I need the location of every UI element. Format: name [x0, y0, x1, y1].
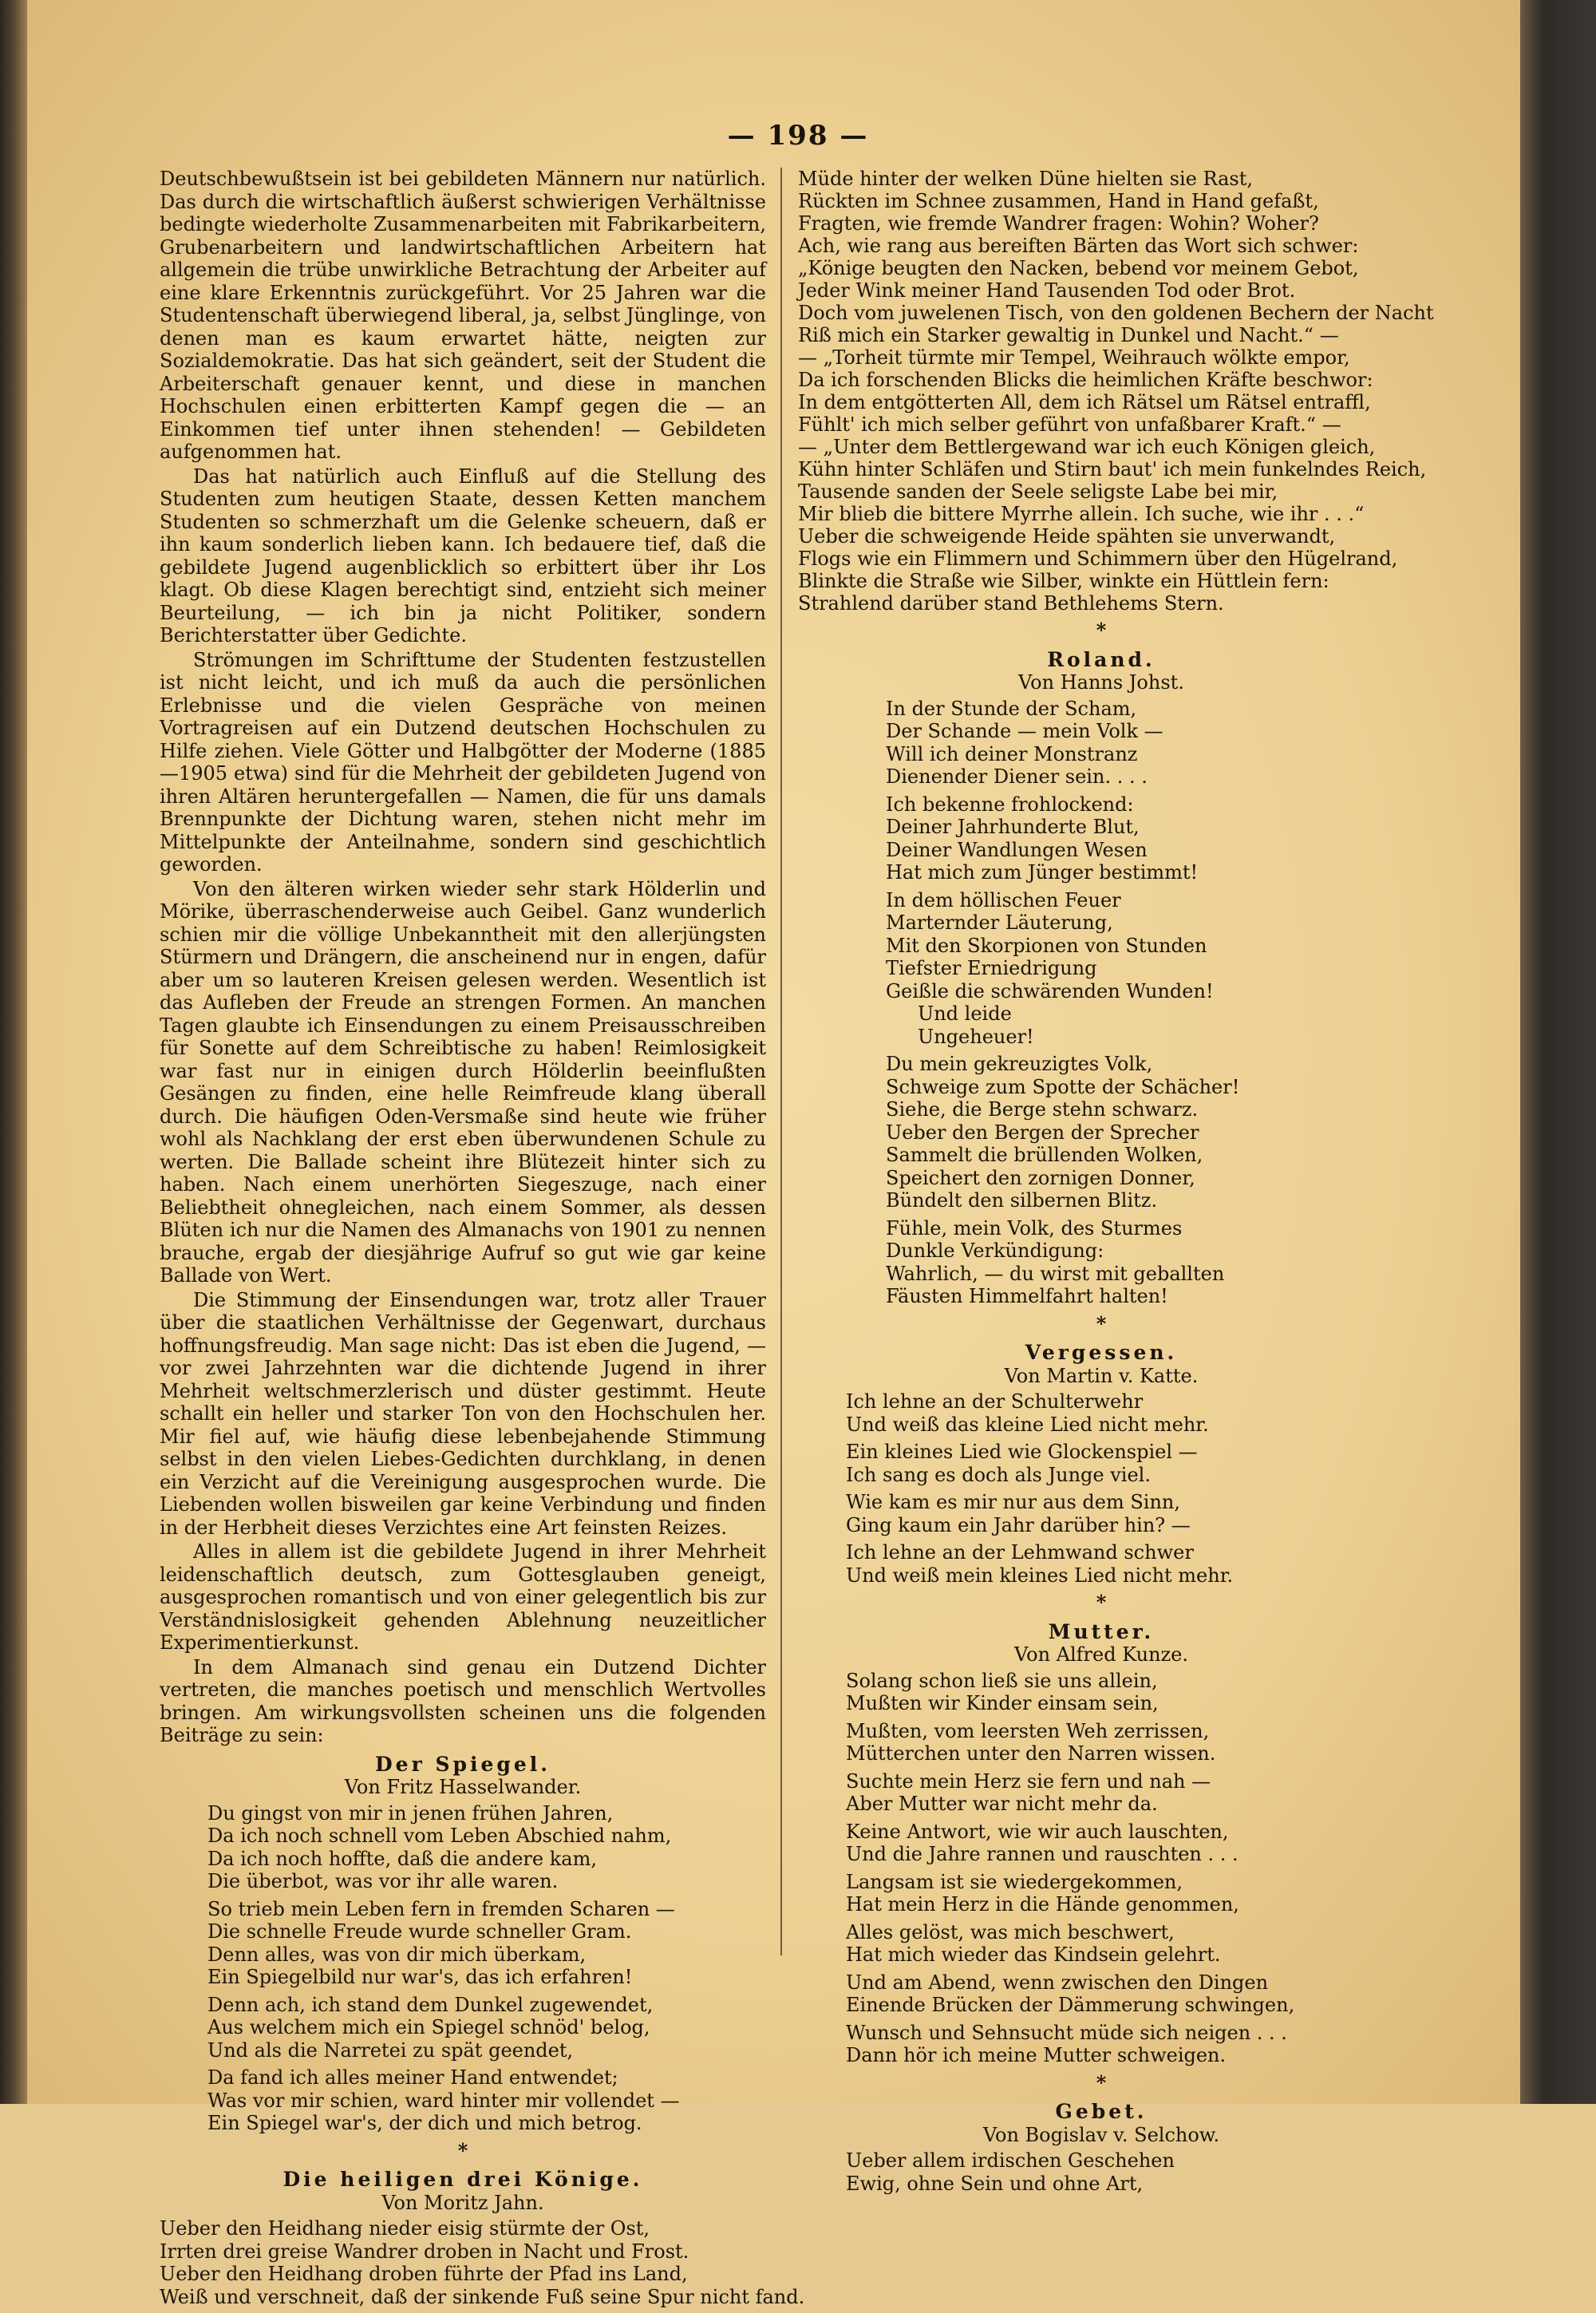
poem-spiegel — [160, 1754, 766, 2135]
poem-line: Solang schon ließ sie uns allein, — [846, 1669, 1158, 1692]
poem-line: Ich bekenne frohlockend: — [886, 793, 1134, 816]
left-column — [160, 168, 805, 2313]
poem-line: Speichert den zornigen Donner, — [886, 1166, 1195, 1189]
poem-line: Suchte mein Herz sie fern und nah — — [846, 1769, 1211, 1793]
poem-line: Mit den Skorpionen von Stunden — [886, 934, 1207, 957]
poem-title: Gebet. — [1055, 2100, 1148, 2123]
book-edge — [0, 0, 27, 2104]
poem-line: Will ich deiner Monstranz — [886, 742, 1138, 765]
poem-mutter — [798, 1621, 1404, 2067]
poem-line: In dem höllischen Feuer — [886, 888, 1121, 911]
poem-line: Ach, wie rang aus bereiften Bärten das Wort sich schwer: — [798, 235, 1359, 257]
poem-line: Und als die Narretei zu spät geendet, — [207, 2038, 574, 2062]
poem-title: Die heiligen drei Könige. — [282, 2168, 643, 2191]
poem-line: Hat mein Herz in die Hände genommen, — [846, 1893, 1239, 1916]
paragraph: In dem Almanach sind genau ein Dutzend Dichter vertreten, die manches poetisch und menschlich Wertvolles bringen. Am wirkungsvollsten scheinen uns die folgenden Beiträge zu sein: — [160, 1655, 766, 1746]
poem-line: Mir blieb die bittere Myrrhe allein. Ich suche, wie ihr . . .“ — [798, 503, 1365, 525]
poem-line: Ich lehne an der Schulterwehr — [846, 1390, 1144, 1413]
poem-gebet — [798, 2101, 1404, 2195]
poem-line: Keine Antwort, wie wir auch lauschten, — [846, 1820, 1229, 1843]
poem-line: Ich sang es doch als Junge viel. — [846, 1463, 1151, 1486]
poem-title: Vergessen. — [1025, 1341, 1178, 1364]
poem-line: Wunsch und Sehnsucht müde sich neigen . . . — [846, 2021, 1287, 2044]
poem-line: Müde hinter der welken Düne hielten sie Rast, — [798, 168, 1253, 190]
poem-line: Dann hör ich meine Mutter schweigen. — [846, 2044, 1227, 2066]
poem-line: Deiner Wandlungen Wesen — [886, 838, 1148, 861]
separator-asterisk: * — [1096, 2070, 1107, 2094]
poem-line: Kühn hinter Schläfen und Stirn baut' ich mein funkelndes Reich, — [798, 458, 1427, 480]
poem-line: Dunkle Verkündigung: — [886, 1240, 1104, 1262]
poem-line: Da ich noch hoffte, daß die andere kam, — [207, 1847, 597, 1870]
poem-line: Fragten, wie fremde Wandrer fragen: Wohin? Woher? — [798, 212, 1319, 235]
poem-author: Von Alfred Kunze. — [1013, 1643, 1188, 1666]
poem-line: Mütterchen unter den Narren wissen. — [846, 1742, 1216, 1765]
poem-line: Flogs wie ein Flimmern und Schimmern über den Hügelrand, — [798, 548, 1398, 570]
poem-line: Fühle, mein Volk, des Sturmes — [886, 1216, 1183, 1240]
poem-line: Siehe, die Berge stehn schwarz. — [886, 1098, 1199, 1121]
poem-line: Blinkte die Straße wie Silber, winkte ein Hüttlein fern: — [798, 570, 1329, 592]
poem-koenige — [160, 2168, 805, 2308]
separator-asterisk: * — [1096, 619, 1107, 642]
poem-line: Deiner Jahrhunderte Blut, — [886, 816, 1140, 838]
poem-line: Dienender Diener sein. . . . — [886, 765, 1148, 788]
page-number: — 198 — — [727, 120, 869, 152]
poem-line: Irrten drei greise Wandrer droben in Nacht und Frost. — [160, 2240, 689, 2263]
right-column — [798, 168, 1434, 2200]
poem-line: Mußten, vom leersten Weh zerrissen, — [846, 1719, 1210, 1742]
poem-author: Von Bogislav v. Selchow. — [982, 2123, 1220, 2146]
poem-line: So trieb mein Leben fern in fremden Scharen — — [207, 1897, 675, 1920]
separator-asterisk: * — [457, 2138, 468, 2162]
poem-line: Ueber den Bergen der Sprecher — [886, 1121, 1199, 1144]
poem-line: Wie kam es mir nur aus dem Sinn, — [846, 1491, 1181, 1513]
poem-line: Du mein gekreuzigtes Volk, — [886, 1053, 1153, 1075]
poem-vergessen — [798, 1342, 1404, 1587]
poem-line: Denn ach, ich stand dem Dunkel zugewendet, — [207, 1993, 654, 2016]
poem-line: Du gingst von mir in jenen frühen Jahren, — [207, 1801, 614, 1825]
poem-line: Was vor mir schien, ward hinter mir vollendet — — [207, 2089, 680, 2112]
poem-line: Ein Spiegelbild nur war's, das ich erfahren! — [207, 1966, 633, 1988]
poem-line: Und am Abend, wenn zwischen den Dingen — [846, 1971, 1269, 1994]
poem-line: Fühlt' ich mich selber geführt von unfaßbarer Kraft.“ — — [798, 413, 1341, 436]
poem-line: Tiefster Erniedrigung — [886, 957, 1097, 979]
paragraph: Die Stimmung der Einsendungen war, trotz aller Trauer über die staatlichen Verhältnisse der Gegenwart, durchaus hoffnungsfreudig. Man sage nicht: Das ist eben die Jugend, — vor zwei Jahrzehnten war die dichtende Jugend in ihrer Mehrheit weltschmerzlerisch und düster gestimmt. Heute schallt ein heller und starker Ton von den Hochschulen her. Mir fiel auf, wie häufig diese lebenbejahende Stimmung selbst in den vielen Liebes-Gedichten durchklang, in denen ein Verzicht auf die Vereinigung ausgesprochen wurde. Die Liebenden wollen bisweilen gar keine Verbindung und finden in der Herbheit dieses Verzichtes eine Art feinsten Reizes. — [160, 1288, 766, 1539]
paragraph: Von den älteren wirken wieder sehr stark Hölderlin und Mörike, überraschenderweise auch Geibel. Ganz wunderlich schien mir die völlige Unbekanntheit mit den allerjüngsten Stürmern und Drängern, die anscheinend nur in engen, dafür aber um so lauteren Kreisen gelesen werden. Wesentlich ist das Aufleben der Freude an strengen Formen. An manchen Tagen glaubte ich Einsendungen zu einem Preisausschreiben für Sonette auf dem Schreibtische zu haben! Reimlosigkeit war fast nur in einigen durch Hölderlin beeinflußten Gesängen zu finden, eine helle Reimfreude klang überall durch. Die häufigen Oden-Versmaße sind heute wie früher wohl als Nachklang der erst eben überwundenen Schule zu werten. Die Ballade scheint ihre Blütezeit hinter sich zu haben. Nach einem unerhörten Siegeszuge, nach einer Beliebtheit ohnegleichen, nach einem Sommer, als dessen Blüten ich nur die Namen des Almanachs von 1901 zu nennen brauche, ergab der diesjährige Aufruf so gut wie gar keine Ballade von Wert. — [160, 877, 766, 1287]
poem-line: Hat mich wieder das Kindsein gelehrt. — [846, 1943, 1221, 1966]
poem-line: Marternder Läuterung, — [886, 911, 1113, 934]
poem-line: Strahlend darüber stand Bethlehems Stern. — [798, 592, 1224, 615]
poem-title: Mutter. — [1048, 1619, 1155, 1643]
poem-line: Aber Mutter war nicht mehr da. — [846, 1793, 1158, 1815]
paragraph: Strömungen im Schrifttume der Studenten festzustellen ist nicht leicht, und ich muß da auch die persönlichen Erlebnisse und die vielen Gespräche von meinen Vortragreisen auf ein Dutzend deutschen Hochschulen zu Hilfe ziehen. Viele Götter und Halbgötter der Moderne (1885—1905 etwa) sind für die Mehrheit der gebildeten Jugend von ihren Altären heruntergefallen — Namen, die für uns damals Brennpunkte der Dichtung waren, stehen nicht mehr im Mittelpunkte der Anteilnahme, sondern sind geschichtlich geworden. — [160, 648, 766, 876]
poem-line: Da fand ich alles meiner Hand entwendet; — [207, 2066, 618, 2089]
poem-line: Ich lehne an der Lehmwand schwer — [846, 1541, 1194, 1564]
poem-line: Weiß und verschneit, daß der sinkende Fuß seine Spur nicht fand. — [160, 2285, 805, 2308]
poem-line: Sammelt die brüllenden Wolken, — [886, 1144, 1203, 1166]
book-binding — [1520, 0, 1596, 2104]
poem-koenige-continued — [798, 168, 1434, 615]
poem-line: Mußten wir Kinder einsam sein, — [846, 1692, 1159, 1714]
poem-line: Da ich noch schnell vom Leben Abschied nahm, — [207, 1825, 672, 1847]
poem-line: Jeder Wink meiner Hand Tausenden Tod oder Brot. — [798, 279, 1296, 302]
poem-line: Alles gelöst, was mich beschwert, — [846, 1920, 1175, 1943]
poem-line: Ueber den Heidhang nieder eisig stürmte der Ost, — [160, 2217, 650, 2240]
poem-roland — [798, 649, 1404, 1308]
poem-author: Von Moritz Jahn. — [381, 2191, 544, 2214]
poem-line: Da ich forschenden Blicks die heimlichen Kräfte beschwor: — [798, 369, 1373, 391]
poem-line: Bündelt den silbernen Blitz. — [886, 1189, 1158, 1212]
poem-line: In der Stunde der Scham, — [886, 697, 1137, 720]
poem-line: Ein Spiegel war's, der dich und mich betrog. — [207, 2112, 642, 2134]
poem-title: Roland. — [1047, 647, 1156, 671]
poem-line: Die überbot, was vor ihr alle waren. — [207, 1870, 559, 1892]
poem-line: „Könige beugten den Nacken, bebend vor meinem Gebot, — [798, 257, 1359, 279]
poem-line: Ueber die schweigende Heide spähten sie unverwandt, — [798, 525, 1336, 548]
poem-line: Ewig, ohne Sein und ohne Art, — [846, 2172, 1144, 2195]
poem-line: — „Unter dem Bettlergewand war ich euch Königen gleich, — [798, 436, 1376, 458]
poem-line: Doch vom juwelenen Tisch, von den goldenen Bechern der Nacht — [798, 302, 1434, 324]
poem-author: Von Hanns Johst. — [1018, 671, 1184, 694]
poem-line: Geißle die schwärenden Wunden! — [886, 979, 1214, 1002]
poem-line: Schweige zum Spotte der Schächer! — [886, 1075, 1240, 1098]
poem-line: Die schnelle Freude wurde schneller Gram. — [207, 1920, 632, 1943]
poem-line: Rückten im Schnee zusammen, Hand in Hand gefaßt, — [798, 190, 1319, 212]
poem-author: Von Fritz Hasselwander. — [344, 1776, 582, 1798]
poem-line: Der Schande — mein Volk — — [886, 720, 1163, 742]
poem-line: Langsam ist sie wiedergekommen, — [846, 1870, 1183, 1893]
paragraph: Das hat natürlich auch Einfluß auf die Stellung des Studenten zum heutigen Staate, dessen Ketten manchem Studenten so schmerzhaft um die Gelenke scheuern, daß er ihn kaum sonderlich lieben kann. Ich bedauere tief, daß die gebildete Jugend augenblicklich so erbittert über ihr Los klagt. Ob diese Klagen berechtigt sind, entzieht sich meiner Beurteilung, — ich bin ja nicht Politiker, sondern Berichterstatter über Gedichte. — [160, 465, 766, 646]
poem-line: Hat mich zum Jünger bestimmt! — [886, 861, 1199, 884]
poem-line: Denn alles, was von dir mich überkam, — [207, 1943, 587, 1966]
poem-line: Fäusten Himmelfahrt halten! — [886, 1285, 1168, 1307]
poem-line: Ueber den Heidhang droben führte der Pfad ins Land, — [160, 2263, 688, 2285]
poem-line: Einende Brücken der Dämmerung schwingen, — [846, 1994, 1295, 2016]
poem-line: Wahrlich, — du wirst mit geballten — [886, 1262, 1225, 1285]
poem-line: Riß mich ein Starker gewaltig in Dunkel und Nacht.“ — — [798, 324, 1339, 346]
poem-line: — „Torheit türmte mir Tempel, Weihrauch wölkte empor, — [798, 346, 1350, 369]
poem-line: Ueber allem irdischen Geschehen — [846, 2149, 1175, 2172]
paragraph: Alles in allem ist die gebildete Jugend in ihrer Mehrheit leidenschaftlich deutsch, zum Gottesglauben geneigt, ausgesprochen romantisch und von einer gelegentlich bis zur Verständnislosigkeit gehenden Ablehnung neuzeitlicher Experimentierkunst. — [160, 1540, 766, 1654]
poem-line: Tausende sanden der Seele seligste Labe bei mir, — [798, 480, 1278, 503]
poem-line: Und weiß das kleine Lied nicht mehr. — [846, 1413, 1209, 1436]
poem-line: Und die Jahre rannen und rauschten . . . — [846, 1843, 1238, 1865]
separator-asterisk: * — [1096, 1591, 1107, 1614]
poem-line: Und leide — [918, 1002, 1012, 1025]
paragraph: Deutschbewußtsein ist bei gebildeten Männern nur natürlich. Das durch die wirtschaftlich äußerst schwierigen Verhältnisse bedingte wiederholte Zusammenarbeiten mit Fabrikarbeitern, Grubenarbeitern und landwirtschaftlichen Arbeitern hat allgemein die trübe unwirkliche Betrachtung der Arbeiter auf eine klare Erkenntnis zurückgeführt. Vor 25 Jahren war die Studentenschaft überwiegend liberal, ja, selbst Jünglinge, von denen man es kaum erwartet hätte, neigten zur Sozialdemokratie. Das hat sich geändert, seit der Student die Arbeiterschaft genauer kennt, und diese in manchen Hochschulen einen erbitterten Kampf gegen die — an Einkommen tief unter ihnen stehenden! — Gebildeten aufgenommen hat. — [160, 168, 766, 463]
poem-line: Aus welchem mich ein Spiegel schnöd' belog, — [207, 2016, 650, 2038]
poem-line: Ein kleines Lied wie Glockenspiel — — [846, 1441, 1198, 1463]
column-divider — [780, 168, 782, 1955]
poem-line: In dem entgötterten All, dem ich Rätsel um Rätsel entraffl, — [798, 391, 1371, 413]
poem-author: Von Martin v. Katte. — [1004, 1364, 1199, 1387]
poem-line: Ungeheuer! — [918, 1025, 1034, 1048]
poem-line: Ging kaum ein Jahr darüber hin? — — [846, 1513, 1191, 1536]
poem-line: Und weiß mein kleines Lied nicht mehr. — [846, 1564, 1234, 1587]
poem-title: Der Spiegel. — [375, 1752, 551, 1776]
separator-asterisk: * — [1096, 1311, 1107, 1335]
